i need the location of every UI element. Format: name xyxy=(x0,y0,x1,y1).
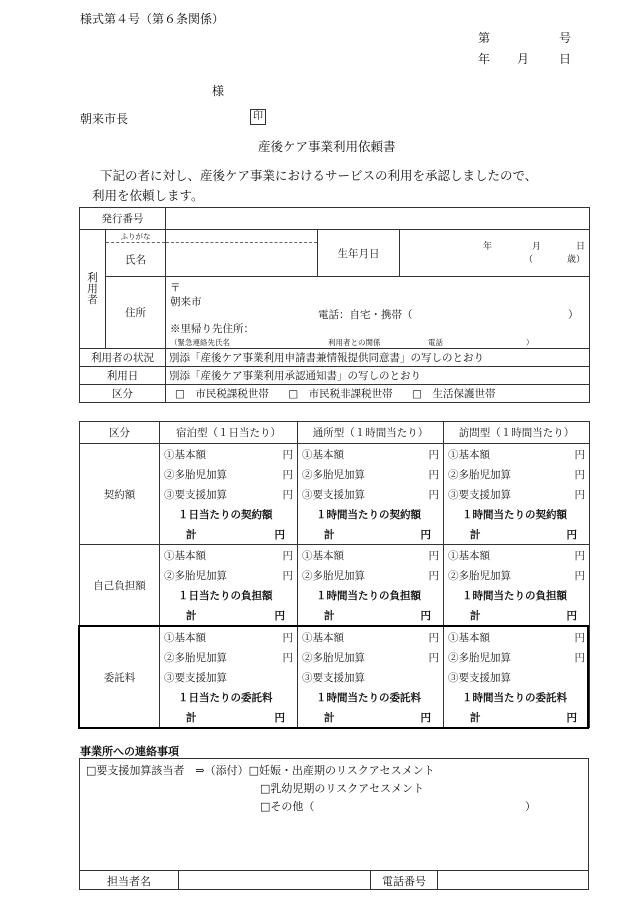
fee-type-daycare: 通所型（１時間当たり） xyxy=(298,422,444,444)
fee-total-row xyxy=(448,606,585,626)
use-date-label: 利用日 xyxy=(80,367,166,385)
fee-total-label: 計 xyxy=(324,528,335,541)
fee-subtotal-label: １時間当たりの負担額 xyxy=(316,590,421,602)
yen-unit: 円 xyxy=(274,610,285,622)
contract-row-daycare-cell[interactable] xyxy=(298,444,444,545)
commission-label: 委託料 xyxy=(80,627,160,728)
contract-row xyxy=(80,444,590,545)
yen-unit: 円 xyxy=(428,468,439,481)
yen-unit: 円 xyxy=(428,488,439,501)
fee-item-label: ③要支援加算 xyxy=(164,671,227,684)
fee-total-label: 計 xyxy=(186,610,197,622)
fee-item xyxy=(302,484,439,504)
fee-subtotal-label: １日当たりの負担額 xyxy=(178,590,273,602)
issue-no-value[interactable] xyxy=(166,208,590,230)
fee-item-label: ②多胎児加算 xyxy=(448,651,511,664)
fee-total-label: 計 xyxy=(186,711,197,724)
self-pay-label: 自己負担額 xyxy=(80,545,160,627)
postal-mark: 〒 xyxy=(170,282,181,294)
person-label: 担当者名 xyxy=(107,875,151,888)
yen-unit: 円 xyxy=(428,550,439,562)
fee-item-label: ②多胎児加算 xyxy=(164,651,227,664)
fee-item-label: ③要支援加算 xyxy=(164,488,227,501)
fee-item xyxy=(448,464,585,484)
commission-highlight-border xyxy=(78,625,589,729)
fee-item-label: ①基本額 xyxy=(302,550,344,562)
use-date-text: 別添「産後ケア事業利用承認通知書」の写しのとおり xyxy=(166,367,590,385)
yen-unit: 円 xyxy=(420,528,431,541)
age-open: （ xyxy=(524,255,534,265)
address-label: 住所 xyxy=(106,277,166,349)
yen-unit: 円 xyxy=(282,651,293,664)
fee-item-label: ①基本額 xyxy=(164,631,206,644)
fee-item xyxy=(164,566,293,586)
intro-line-2: 利用を依頼します。 xyxy=(92,188,204,203)
fee-total-label: 計 xyxy=(470,610,481,622)
fee-item xyxy=(302,566,439,586)
yen-unit: 円 xyxy=(574,448,585,461)
emergency-contact: （緊急連絡先氏名 xyxy=(170,338,230,347)
yen-unit: 円 xyxy=(282,488,293,501)
yen-unit: 円 xyxy=(574,570,585,582)
yen-unit: 円 xyxy=(420,711,431,724)
info-table xyxy=(79,207,590,403)
date-year: 年 xyxy=(478,52,491,66)
yen-unit: 円 xyxy=(274,711,285,724)
yen-unit: 円 xyxy=(428,651,439,664)
fee-item xyxy=(302,464,439,484)
birth-label: 生年月日 xyxy=(318,230,400,277)
fee-subtotal-label: １日当たりの委託料 xyxy=(178,691,273,704)
yen-unit: 円 xyxy=(282,550,293,562)
fee-item-label: ③要支援加算 xyxy=(302,488,365,501)
fee-subtotal-label: １時間当たりの委託料 xyxy=(316,691,421,704)
fee-item xyxy=(164,444,293,464)
self-pay-row xyxy=(80,545,590,627)
contract-amount-label: 契約額 xyxy=(80,444,160,545)
fee-subtotal-label: １時間当たりの委託料 xyxy=(462,691,567,704)
fee-total-row xyxy=(164,524,293,544)
date-month: 月 xyxy=(517,52,530,66)
intro-line-1: 下記の者に対し、産後ケア事業におけるサービスの利用を承認しましたので、 xyxy=(100,168,538,183)
fee-type-visit: 訪問型（１時間当たり） xyxy=(444,422,590,444)
contact-box xyxy=(79,758,589,890)
category-label: 区分 xyxy=(80,385,166,403)
emergency-relation: 利用者との関係 xyxy=(328,338,381,347)
phone-close: ） xyxy=(568,309,579,321)
fee-subtotal-label: １時間当たりの負担額 xyxy=(462,590,567,602)
birth-year: 年 xyxy=(483,242,493,252)
yen-unit: 円 xyxy=(282,631,293,644)
phone-label: 電話番号 xyxy=(382,875,426,888)
fee-subtotal-label: １日当たりの契約額 xyxy=(178,508,273,521)
status-label: 利用者の状況 xyxy=(80,349,166,367)
fee-item-label: ①基本額 xyxy=(448,550,490,562)
birth-value[interactable] xyxy=(400,230,590,277)
contract-row-visit-cell[interactable] xyxy=(444,444,590,545)
fee-total-label: 計 xyxy=(324,711,335,724)
fee-item-label: ②多胎児加算 xyxy=(302,570,365,582)
fee-item xyxy=(302,546,439,566)
contact-footer-row xyxy=(80,870,588,890)
birth-month: 月 xyxy=(532,242,542,252)
furigana-value[interactable] xyxy=(166,230,318,243)
fee-item xyxy=(448,566,585,586)
fee-item-label: ①基本額 xyxy=(448,631,490,644)
date-day: 日 xyxy=(559,52,572,66)
emergency-phone: 電話 xyxy=(428,338,443,347)
yen-unit: 円 xyxy=(566,528,577,541)
fee-item xyxy=(448,444,585,464)
fee-item xyxy=(164,464,293,484)
category-options xyxy=(166,385,590,403)
address-value[interactable] xyxy=(166,277,590,349)
yen-unit: 円 xyxy=(574,550,585,562)
fee-type-stay: 宿泊型（１日当たり） xyxy=(160,422,298,444)
fee-item xyxy=(448,546,585,566)
contract-row-stay-cell[interactable] xyxy=(160,444,298,545)
category-taxable-checkbox[interactable]: □ 市民税課税世帯 xyxy=(175,388,269,400)
fee-subtotal-label: １時間当たりの契約額 xyxy=(316,508,421,521)
fee-subtotal-label: １時間当たりの契約額 xyxy=(462,508,567,521)
contact-heading: 事業所への連絡事項 xyxy=(80,745,179,758)
phone-line: 電話：自宅・携帯（ xyxy=(318,309,413,321)
fee-item xyxy=(302,444,439,464)
contact-line-3-close: ） xyxy=(525,800,536,813)
fee-item-label: ③要支援加算 xyxy=(448,671,511,684)
fee-total-row xyxy=(302,606,439,626)
category-welfare-checkbox[interactable]: □ 生活保護世帯 xyxy=(412,388,496,400)
yen-unit: 円 xyxy=(428,570,439,582)
contact-line-1[interactable]: □要支援加算該当者 ⇒（添付）□妊娠・出産期のリスクアセスメント xyxy=(86,764,435,777)
fee-item-label: ③要支援加算 xyxy=(448,488,511,501)
fee-item-label: ②多胎児加算 xyxy=(302,651,365,664)
fee-item-label: ①基本額 xyxy=(164,550,206,562)
fee-item-label: ①基本額 xyxy=(448,448,490,461)
name-label: 氏名 xyxy=(106,243,166,277)
yen-unit: 円 xyxy=(274,528,285,541)
birth-day: 日 xyxy=(576,242,586,252)
fee-item-label: ①基本額 xyxy=(302,448,344,461)
fee-total-row xyxy=(302,524,439,544)
name-value[interactable] xyxy=(166,243,318,277)
phone-value[interactable] xyxy=(438,871,588,890)
emergency-close: ） xyxy=(526,338,534,347)
contact-line-2[interactable]: □乳幼児期のリスクアセスメント xyxy=(260,782,425,795)
fee-total-row xyxy=(164,606,293,626)
fee-item xyxy=(164,546,293,566)
person-value[interactable] xyxy=(179,871,370,890)
yen-unit: 円 xyxy=(566,610,577,622)
contact-line-3[interactable]: □その他（ xyxy=(260,800,315,813)
yen-unit: 円 xyxy=(428,448,439,461)
status-text: 別添「産後ケア事業利用申請書兼情報提供同意書」の写しのとおり xyxy=(166,349,590,367)
yen-unit: 円 xyxy=(282,570,293,582)
category-nontaxable-checkbox[interactable]: □ 市民税非課税世帯 xyxy=(288,388,393,400)
user-label: 利用者 xyxy=(80,230,106,349)
fee-total-label: 計 xyxy=(470,711,481,724)
return-home-label: ※里帰り先住所： xyxy=(170,323,254,335)
form-number: 様式第４号（第６条関係） xyxy=(80,12,225,26)
yen-unit: 円 xyxy=(420,610,431,622)
fee-total-row xyxy=(448,524,585,544)
fee-total-label: 計 xyxy=(186,528,197,541)
fee-total-label: 計 xyxy=(470,528,481,541)
fee-item-label: ②多胎児加算 xyxy=(164,468,227,481)
self-pay-row-visit-cell[interactable] xyxy=(444,545,590,627)
fee-total-label: 計 xyxy=(324,610,335,622)
self-pay-row-stay-cell[interactable] xyxy=(160,545,298,627)
furigana-label: ふりがな xyxy=(106,230,166,243)
fee-item xyxy=(164,484,293,504)
self-pay-row-daycare-cell[interactable] xyxy=(298,545,444,627)
yen-unit: 円 xyxy=(574,651,585,664)
fee-item-label: ②多胎児加算 xyxy=(448,468,511,481)
doc-no-suffix: 号 xyxy=(559,31,572,45)
doc-no-prefix: 第 xyxy=(478,31,491,45)
yen-unit: 円 xyxy=(566,711,577,724)
fee-item-label: ①基本額 xyxy=(164,448,206,461)
yen-unit: 円 xyxy=(428,631,439,644)
issuer-name: 朝来市長 xyxy=(80,112,129,126)
yen-unit: 円 xyxy=(574,488,585,501)
fee-item-label: ②多胎児加算 xyxy=(448,570,511,582)
fee-item xyxy=(448,484,585,504)
document-title: 産後ケア事業利用依頼書 xyxy=(258,139,396,154)
issue-no-label: 発行番号 xyxy=(80,208,166,230)
addressee-suffix: 様 xyxy=(212,84,225,98)
fee-item-label: ②多胎児加算 xyxy=(302,468,365,481)
fee-item-label: ③要支援加算 xyxy=(302,671,365,684)
yen-unit: 円 xyxy=(282,448,293,461)
yen-unit: 円 xyxy=(574,631,585,644)
yen-unit: 円 xyxy=(574,468,585,481)
address-city: 朝来市 xyxy=(170,296,202,308)
fee-item-label: ①基本額 xyxy=(302,631,344,644)
age-close: 歳） xyxy=(567,255,586,265)
seal-mark: 印 xyxy=(250,109,266,125)
yen-unit: 円 xyxy=(282,468,293,481)
fee-item-label: ②多胎児加算 xyxy=(164,570,227,582)
fee-col-header: 区分 xyxy=(80,422,160,444)
